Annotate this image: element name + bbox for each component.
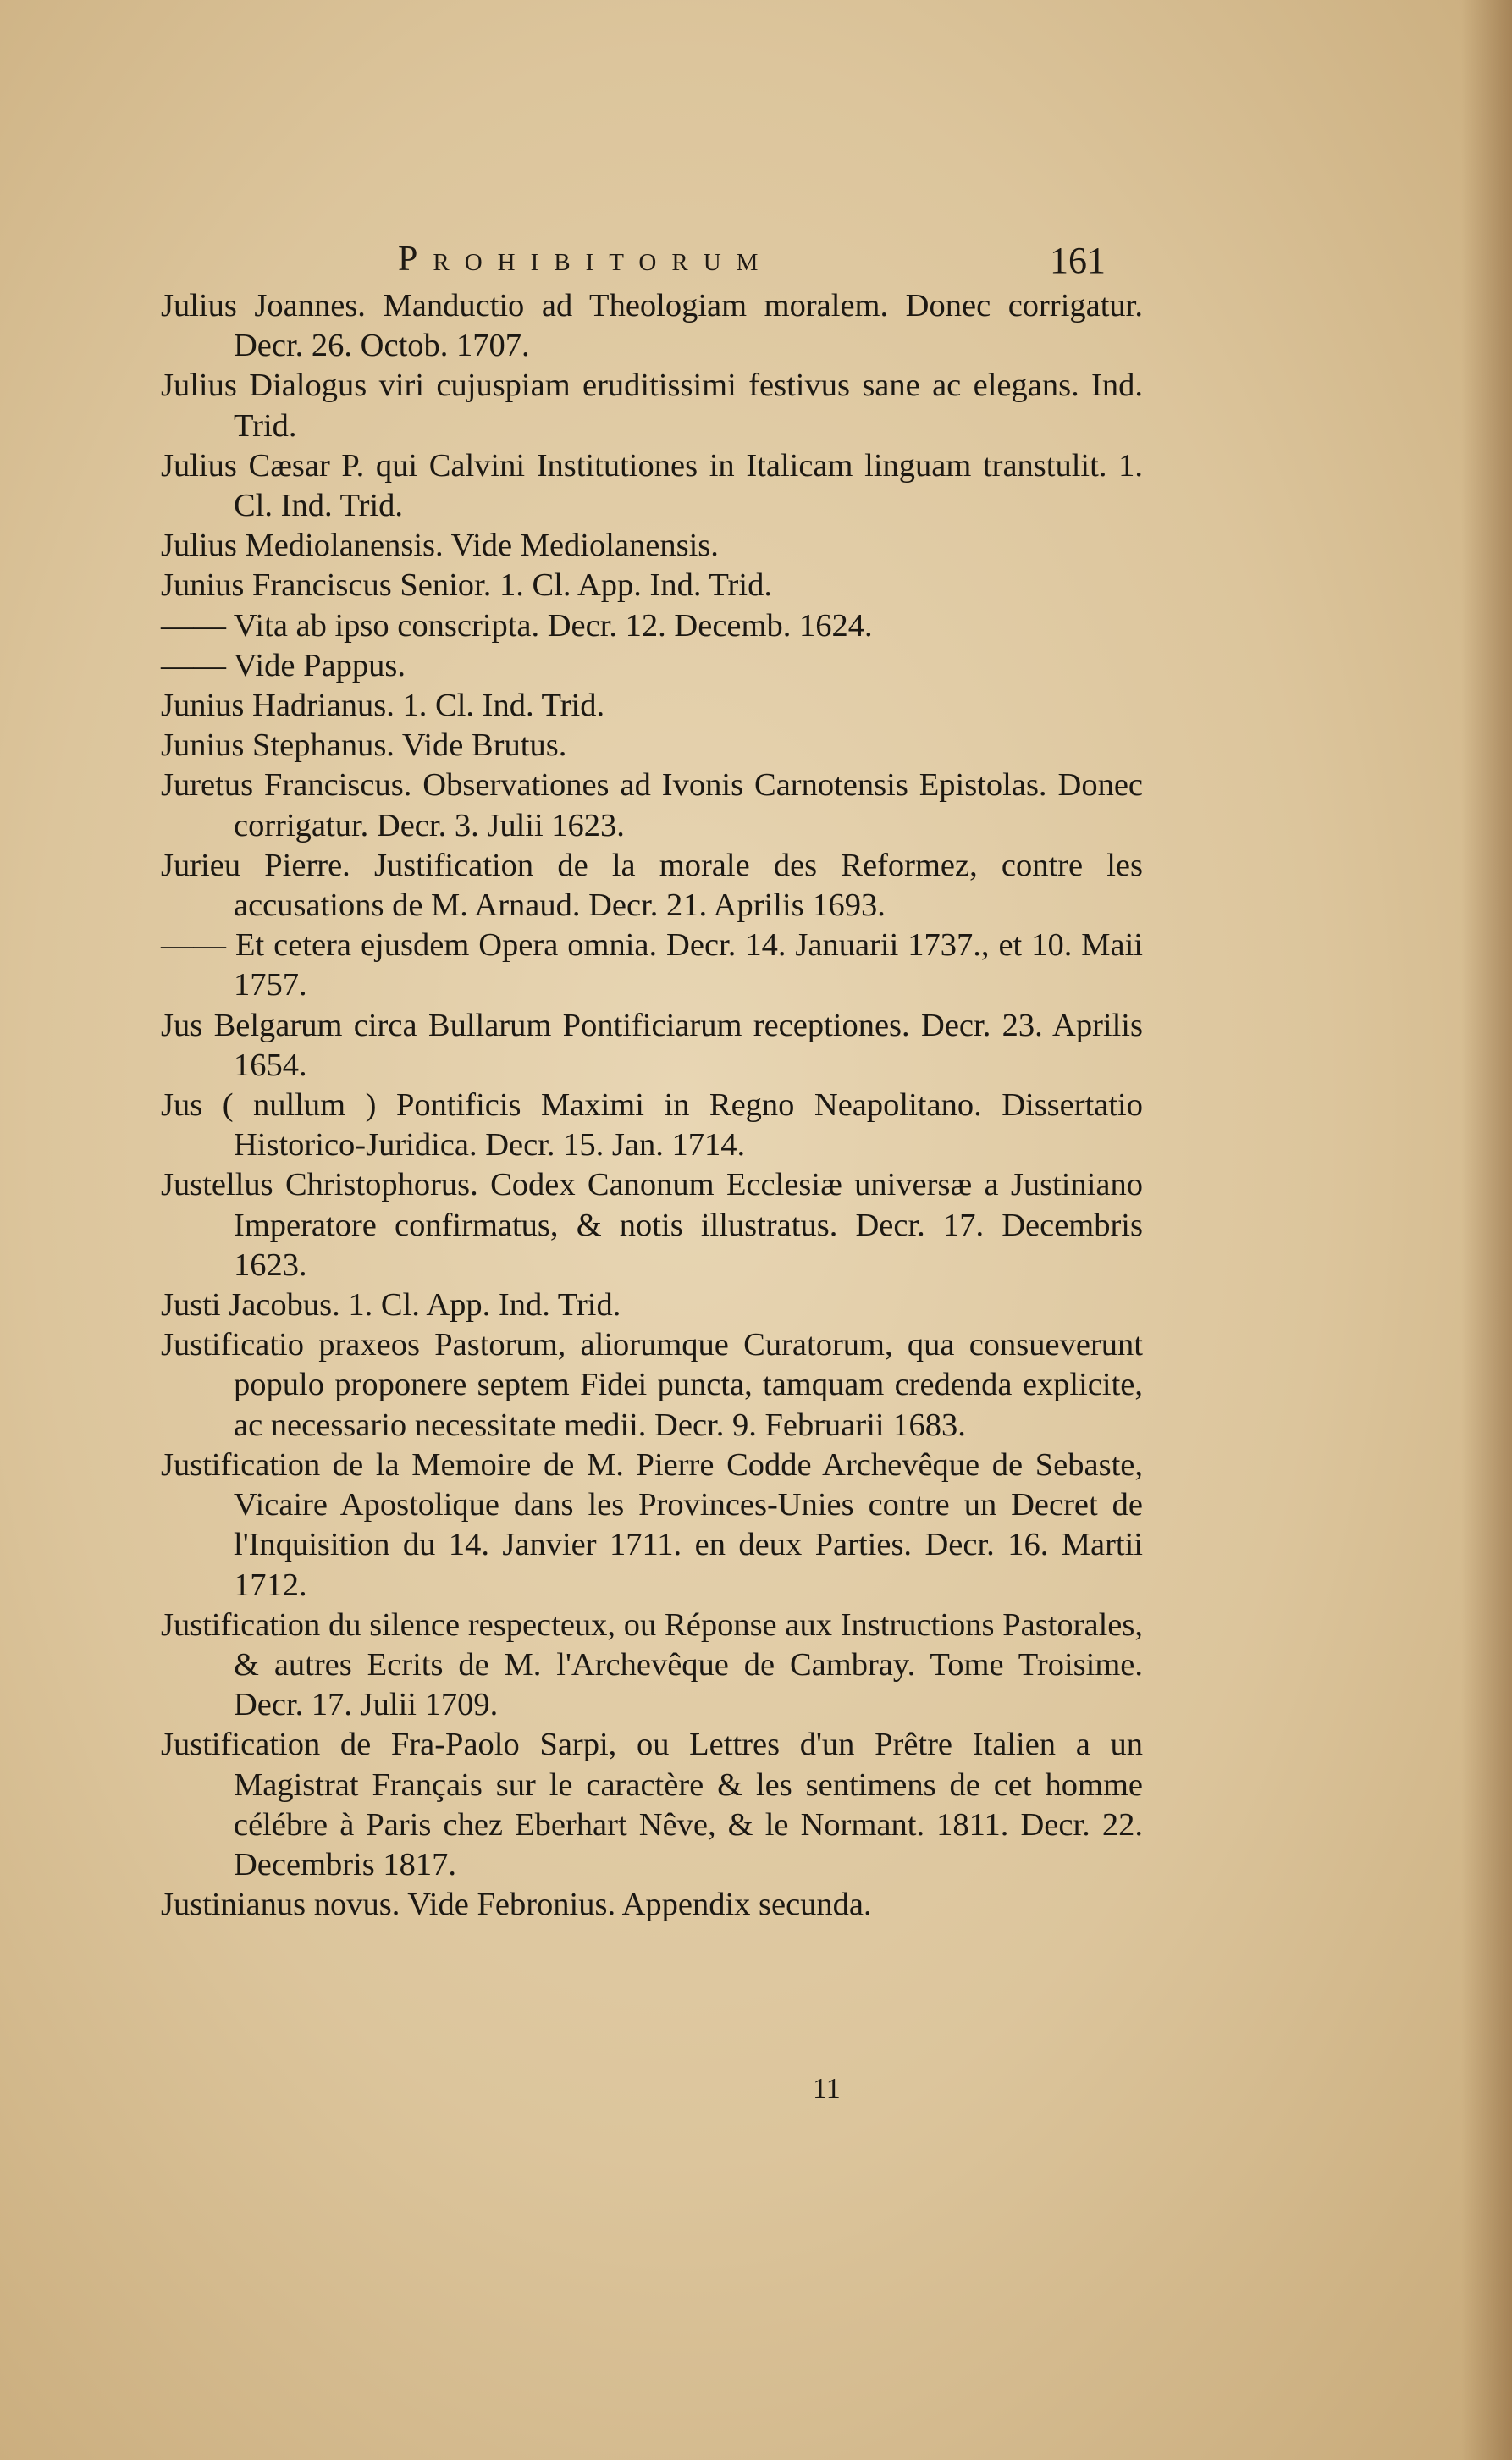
- index-entry: Jurieu Pierre. Justification de la morale des Reformez, contre les accusations de M. Arnaud. Decr. 21. Aprilis 1693.: [161, 847, 1143, 924]
- running-header: [398, 239, 1160, 290]
- running-title: Prohibitorum: [398, 240, 774, 279]
- index-entry: Juretus Franciscus. Observationes ad Ivonis Carnotensis Epistolas. Donec corrigatur. Decr. 3. Julii 1623.: [161, 767, 1143, 843]
- index-entry: Junius Hadrianus. 1. Cl. Ind. Trid.: [161, 688, 605, 724]
- index-entry: Julius Cæsar P. qui Calvini Institutiones in Italicam linguam transtulit. 1. Cl. Ind. Trid.: [161, 447, 1143, 524]
- page-edge-shadow: [1461, 0, 1512, 2460]
- index-entries: [161, 286, 1143, 1925]
- index-entry: Jus ( nullum ) Pontificis Maximi in Regno Neapolitano. Dissertatio Historico-Juridica. Decr. 15. Jan. 1714.: [161, 1087, 1143, 1164]
- index-entry: —— Et cetera ejusdem Opera omnia. Decr. 14. Januarii 1737., et 10. Maii 1757.: [161, 927, 1143, 1003]
- index-entry: Justificatio praxeos Pastorum, aliorumque Curatorum, qua consueverunt populo proponere septem Fidei puncta, tamquam credenda explicite, ac necessario necessitate medii. Decr. 9. Februarii 1683.: [161, 1327, 1143, 1443]
- index-entry: Junius Franciscus Senior. 1. Cl. App. Ind. Trid.: [161, 567, 772, 604]
- index-entry: Justification de Fra-Paolo Sarpi, ou Lettres d'un Prêtre Italien a un Magistrat Français sur le caractère & les sentimens de cet homme célébre à Paris chez Eberhart Nêve, & le Normant. 1811. Decr. 22. Decembris 1817.: [161, 1727, 1143, 1882]
- index-entry: Jus Belgarum circa Bullarum Pontificiarum receptiones. Decr. 23. Aprilis 1654.: [161, 1007, 1143, 1083]
- index-entry: Julius Dialogus viri cujuspiam eruditissimi festivus sane ac elegans. Ind. Trid.: [161, 368, 1143, 444]
- page-number: 161: [1050, 240, 1106, 281]
- index-entry: Julius Joannes. Manductio ad Theologiam moralem. Donec corrigatur. Decr. 26. Octob. 1707.: [161, 288, 1143, 364]
- catchword: 11: [813, 2073, 841, 2104]
- index-entry: —— Vita ab ipso conscripta. Decr. 12. Decemb. 1624.: [161, 607, 873, 644]
- index-entry: Justification de la Memoire de M. Pierre Codde Archevêque de Sebaste, Vicaire Apostolique dans les Provinces-Unies contre un Decret de l'Inquisition du 14. Janvier 1711. en deux Parties. Decr. 16. Martii 1712.: [161, 1446, 1143, 1603]
- index-entry: Justi Jacobus. 1. Cl. App. Ind. Trid.: [161, 1287, 621, 1324]
- index-entry: —— Vide Pappus.: [161, 647, 406, 683]
- index-entry: Julius Mediolanensis. Vide Mediolanensis.: [161, 528, 719, 564]
- index-entry: Justellus Christophorus. Codex Canonum Ecclesiæ universæ a Justiniano Imperatore confirmatus, & notis illustratus. Decr. 17. Decembris 1623.: [161, 1167, 1143, 1283]
- index-entry: Junius Stephanus. Vide Brutus.: [161, 727, 567, 764]
- index-entry: Justification du silence respecteux, ou Réponse aux Instructions Pastorales, & autres Ecrits de M. l'Archevêque de Cambray. Tome Troisime. Decr. 17. Julii 1709.: [161, 1606, 1143, 1723]
- index-entry: Justinianus novus. Vide Febronius. Appendix secunda.: [161, 1887, 872, 1923]
